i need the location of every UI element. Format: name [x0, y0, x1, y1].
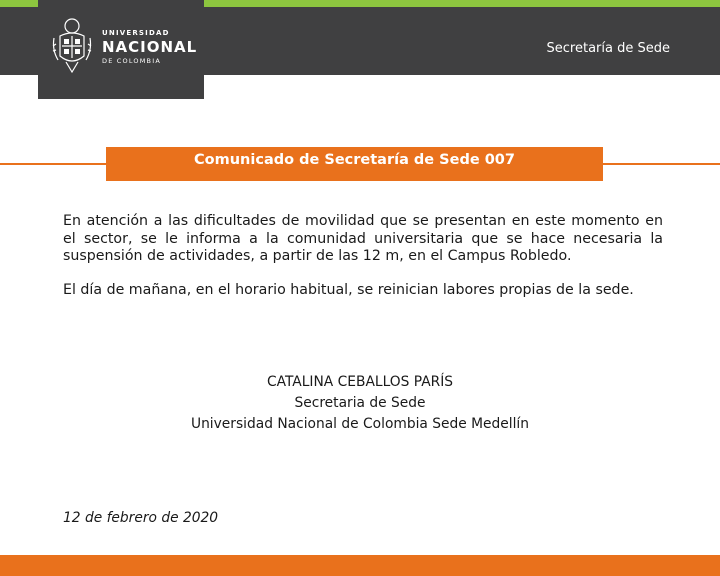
- header-title: Secretaría de Sede: [546, 41, 670, 56]
- title-rule-left: [0, 163, 106, 165]
- signer-name: CATALINA CEBALLOS PARÍS: [266, 374, 454, 390]
- logo-line-university: UNIVERSIDAD: [102, 29, 170, 37]
- body-paragraph-1: En atención a las dificultades de movilidad que se presentan en este momento en el sector, se le informa a la comunidad universitaria que se hace necesaria la suspensión de actividades, a partir de las 12 m, en el Campus Robledo.: [63, 213, 663, 264]
- logo-line-nacional: NACIONAL: [102, 38, 198, 56]
- body-paragraph-2: El día de mañana, en el horario habitual, se reinician labores propias de la sede.: [63, 281, 634, 298]
- signature-block: [0, 372, 720, 435]
- logo-line-colombia: DE COLOMBIA: [102, 57, 161, 65]
- footer-bar: [0, 555, 720, 576]
- communique-body: [63, 213, 663, 315]
- title-rule-right: [603, 163, 720, 165]
- communique-date: 12 de febrero de 2020: [63, 510, 219, 526]
- communique-title: Comunicado de Secretaría de Sede 007: [106, 147, 603, 181]
- university-logo[interactable]: [38, 0, 204, 99]
- signer-role: Secretaria de Sede: [294, 395, 426, 411]
- signer-institution: Universidad Nacional de Colombia Sede Medellín: [190, 416, 530, 432]
- logo-wordmark: [102, 30, 197, 65]
- university-seal-icon: [50, 14, 94, 76]
